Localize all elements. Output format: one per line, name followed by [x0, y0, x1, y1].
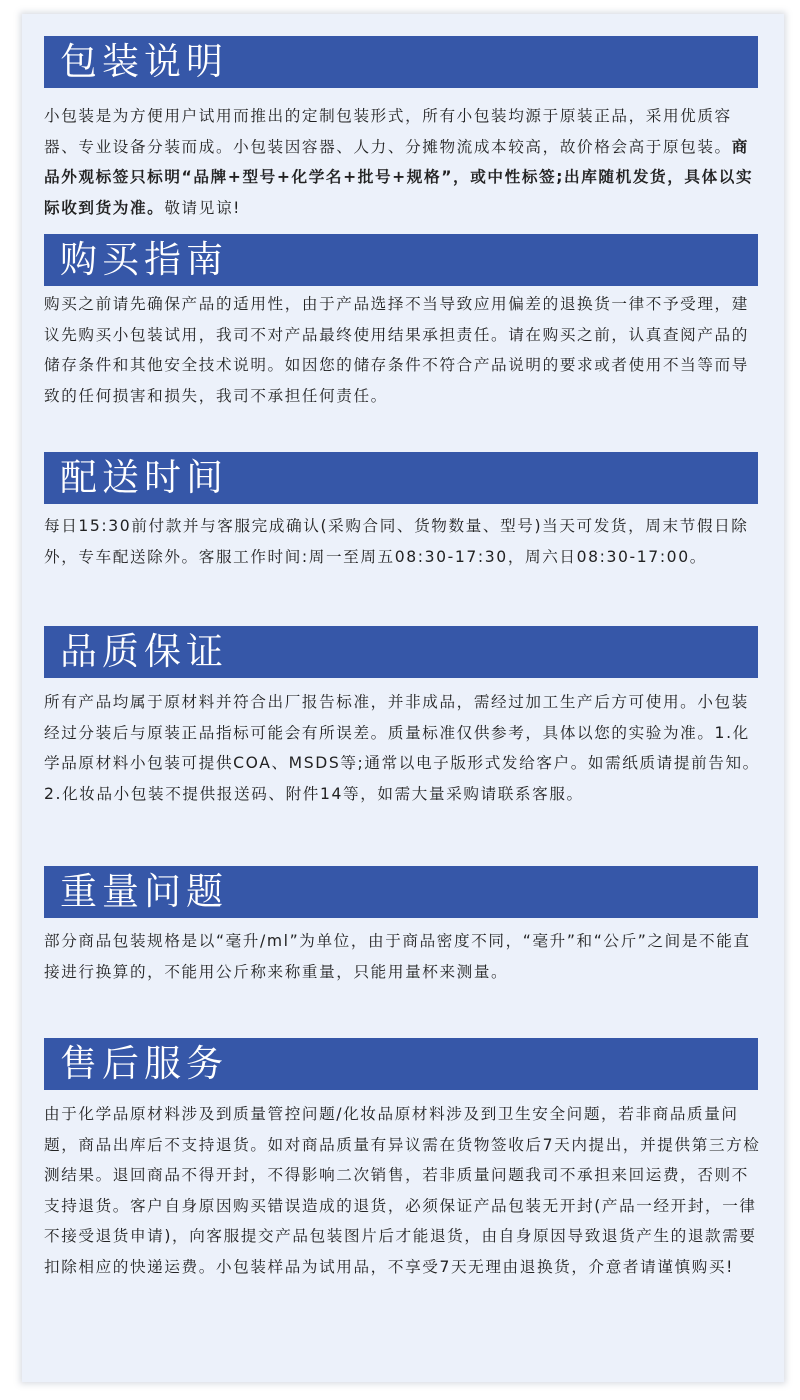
packaging-label-note: 商品外观标签只标明“品牌+型号+化学名+批号+规格”，或中性标签;出库随机发货，具体以实际收到货为准。 — [44, 137, 754, 217]
section-body-after-sales: 由于化学品原材料涉及到质量管控问题/化妆品原材料涉及到卫生安全问题，若非商品质量问题，商品出库后不支持退货。如对商品质量有异议需在货物签收后7天内提出，并提供第三方检测结果。退回商品不得开封，不得影响二次销售，若非质量问题我司不承担来回运费，否则不支持退货。客户自身原因购买错误造成的退货，必须保证产品包装无开封(产品一经开封，一律不接受退货申请)，向客服提交产品包装图片后才能退货，由自身原因导致退货产生的退款需要扣除相应的快递运费。小包装样品为试用品，不享受7天无理由退换货，介意者请谨慎购买! — [44, 1105, 761, 1276]
section-body-packaging — [44, 101, 764, 223]
section-body-purchase-guide: 购买之前请先确保产品的适用性，由于产品选择不当导致应用偏差的退换货一律不予受理，建议先购买小包装试用，我司不对产品最终使用结果承担责任。请在购买之前，认真查阅产品的储存条件和其他安全技术说明。如因您的储存条件不符合产品说明的要求或者使用不当等而导致的任何损害和损失，我司不承担任何责任。 — [44, 295, 749, 405]
section-title-quality: 品质保证 — [44, 626, 758, 678]
section-title-purchase-guide: 购买指南 — [44, 234, 758, 286]
packaging-text: 小包装是为方便用户试用而推出的定制包装形式，所有小包装均源于原装正品，采用优质容器、专业设备分装而成。小包装因容器、人力、分摊物流成本较高，故价格会高于原包装。 — [44, 107, 732, 156]
section-body-quality: 所有产品均属于原材料并符合出厂报告标准，并非成品，需经过加工生产后方可使用。小包装经过分装后与原装正品指标可能会有所误差。质量标准仅供参考，具体以您的实验为准。1.化学品原材料小包装可提供COA、MSDS等;通常以电子版形式发给客户。如需纸质请提前告知。2.化妆品小包装不提供报送码、附件14等，如需大量采购请联系客服。 — [44, 693, 760, 803]
section-body-weight: 部分商品包装规格是以“毫升/ml”为单位，由于商品密度不同，“毫升”和“公斤”之间是不能直接进行换算的，不能用公斤称来称重量，只能用量杯来测量。 — [44, 932, 751, 981]
packaging-apology: 敬请见谅! — [164, 198, 241, 217]
section-body-delivery-time: 每日15:30前付款并与客服完成确认(采购合同、货物数量、型号)当天可发货，周末节假日除外，专车配送除外。客服工作时间:周一至周五08:30-17:30，周六日08:30-17:00。 — [44, 517, 749, 566]
section-title-after-sales: 售后服务 — [44, 1038, 758, 1090]
info-card — [22, 14, 784, 1382]
section-title-delivery-time: 配送时间 — [44, 452, 758, 504]
section-title-weight: 重量问题 — [44, 866, 758, 918]
section-title-packaging: 包装说明 — [44, 36, 758, 88]
